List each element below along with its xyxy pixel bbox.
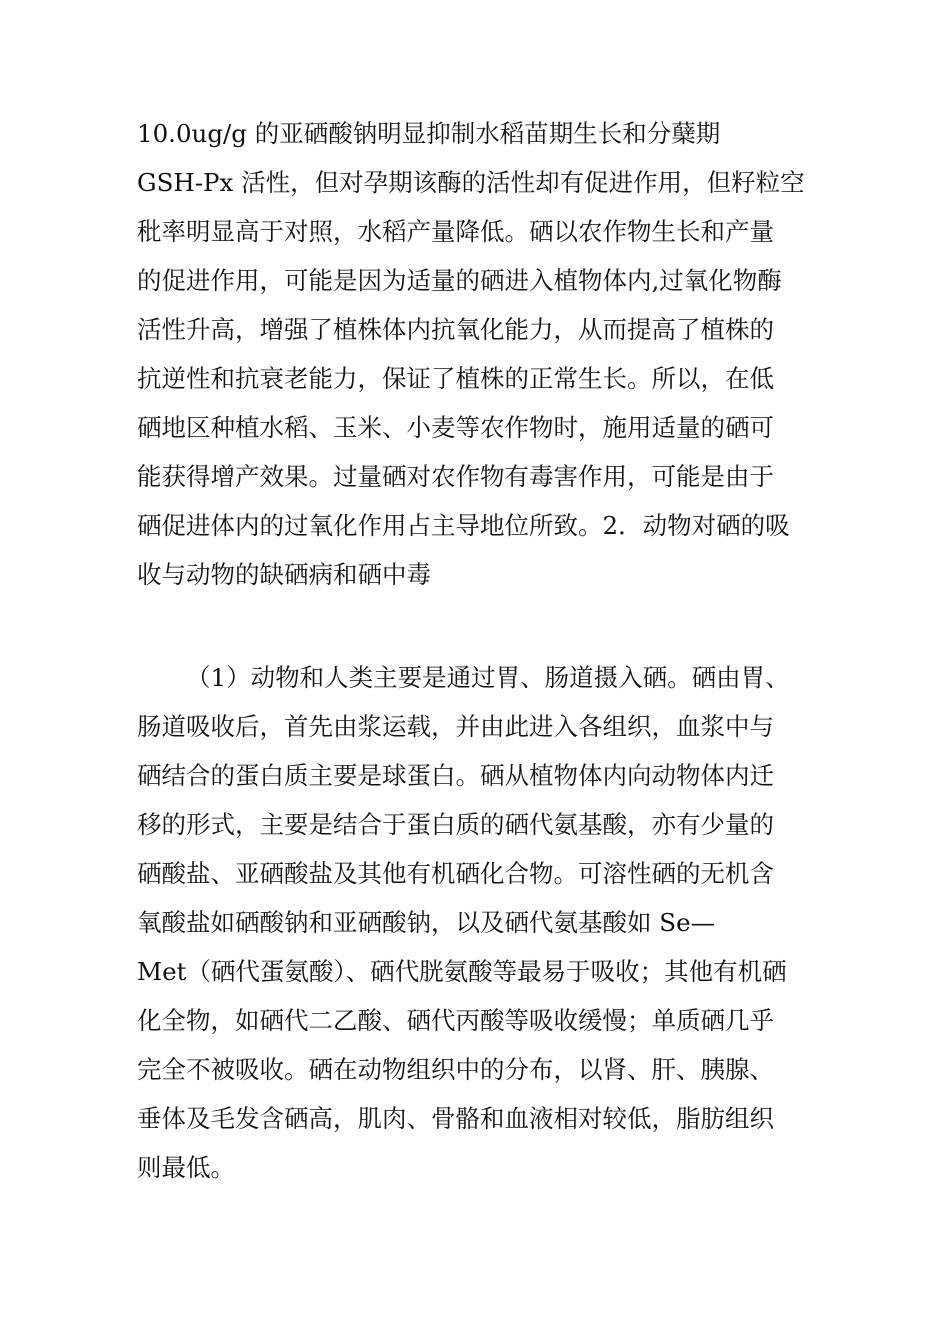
text-line: 化全物，如硒代二乙酸、硒代丙酸等吸收缓慢；单质硒几乎	[137, 1006, 774, 1035]
text-line: 则最低。	[137, 1153, 235, 1182]
text-line: Met（硒代蛋氨酸）、硒代胱氨酸等最易于吸收；其他有机硒	[137, 957, 787, 986]
text-line: 抗逆性和抗衰老能力，保证了植株的正常生长。所以，在低	[137, 364, 774, 393]
text-line: 垂体及毛发含硒高，肌肉、骨骼和血液相对较低，脂肪组织	[137, 1104, 774, 1133]
text-line: 移的形式，主要是结合于蛋白质的硒代氨基酸，亦有少量的	[137, 810, 774, 839]
text-line: 氧酸盐如硒酸钠和亚硒酸钠，以及硒代氨基酸如 Se—	[137, 908, 716, 937]
text-line: 硒酸盐、亚硒酸盐及其他有机硒化合物。可溶性硒的无机含	[137, 859, 774, 888]
text-line: 硒结合的蛋白质主要是球蛋白。硒从植物体内向动物体内迁	[137, 761, 774, 790]
text-line: 完全不被吸收。硒在动物组织中的分布，以肾、肝、胰腺、	[137, 1055, 774, 1084]
text-line: 的促进作用，可能是因为适量的硒进入植物体内,过氧化物酶	[137, 266, 782, 295]
text-line: 能获得增产效果。过量硒对农作物有毒害作用，可能是由于	[137, 462, 774, 491]
text-line: 活性升高，增强了植株体内抗氧化能力，从而提高了植株的	[137, 315, 774, 344]
text-line: GSH-Px 活性，但对孕期该酶的活性却有促进作用，但籽粒空	[137, 168, 805, 197]
text-line: 10.0ug/g 的亚硒酸钠明显抑制水稻苗期生长和分蘖期	[137, 119, 721, 148]
text-line: 秕率明显高于对照，水稻产量降低。硒以农作物生长和产量	[137, 217, 774, 246]
text-line: 硒促进体内的过氧化作用占主导地位所致。2．动物对硒的吸	[137, 511, 790, 540]
text-line: 肠道吸收后，首先由浆运载，并由此进入各组织，血浆中与	[137, 712, 774, 741]
text-line-indented: （1）动物和人类主要是通过胃、肠道摄入硒。硒由胃、	[186, 663, 790, 692]
text-line: 收与动物的缺硒病和硒中毒	[137, 560, 431, 589]
text-line: 硒地区种植水稻、玉米、小麦等农作物时，施用适量的硒可	[137, 413, 774, 442]
